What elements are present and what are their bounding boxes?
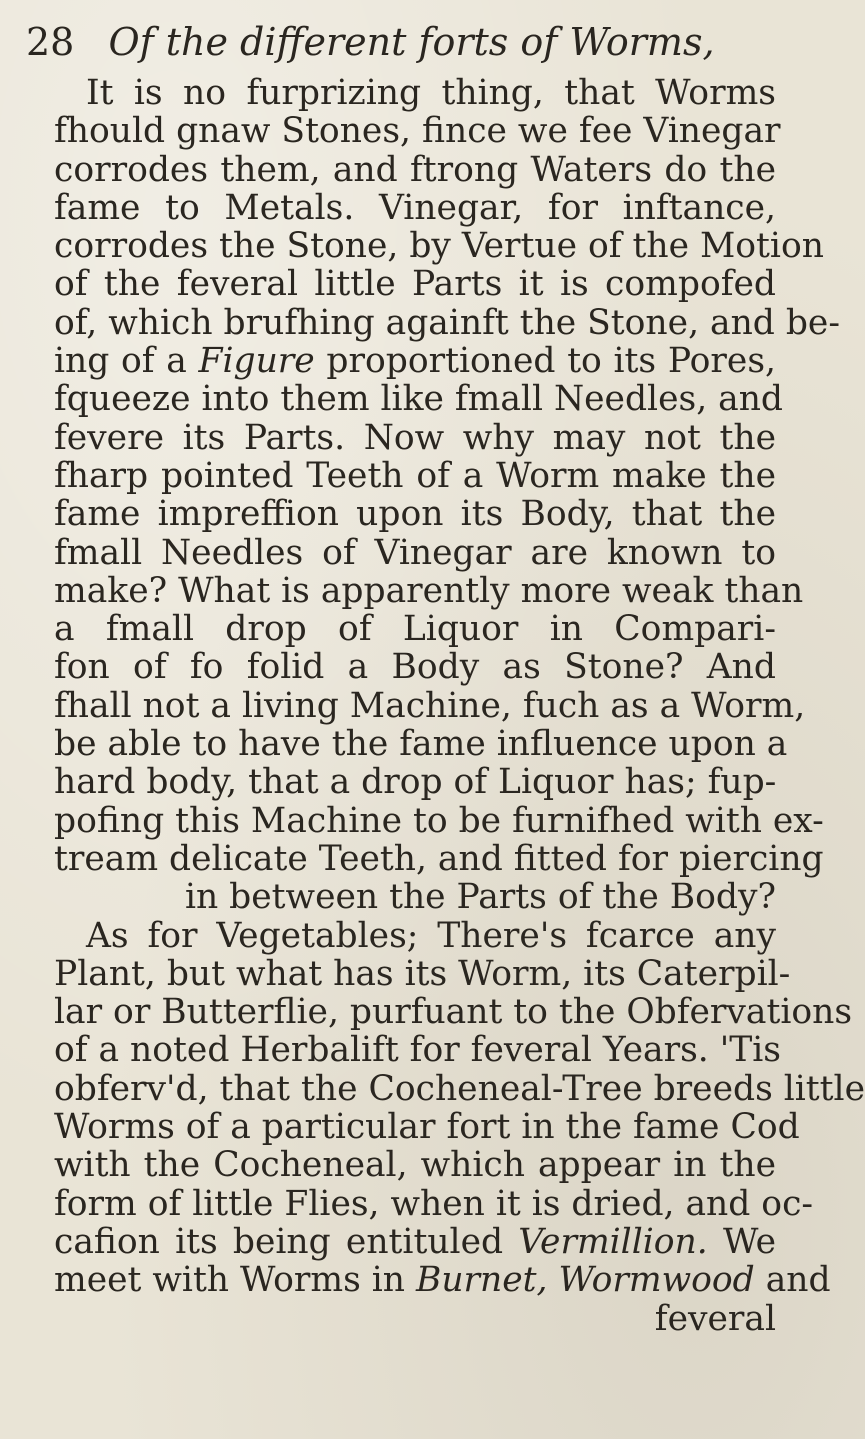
text-line: cafion its being entituled Vermillion. We [54,1221,777,1262]
text-line: fame to Metals. Vinegar, for inftance, [54,187,776,228]
text-line: fqueeze into them like fmall Needles, and [54,379,784,420]
running-head: Of the different forts of Worms, [108,20,715,64]
text-line: Plant, but what has its Worm, its Caterpil- [54,953,791,994]
text-line: tream delicate Teeth, and fitted for piercing [54,838,824,879]
text-line: fon of fo folid a Body as Stone? And [54,647,776,688]
text-line: As for Vegetables; There's fcarce any [86,915,776,956]
text-line: with the Cocheneal, which appear in the [54,1145,776,1186]
text-line: be able to have the fame influence upon a [54,724,788,765]
body-text [54,73,865,1339]
text-line: hard body, that a drop of Liquor has; fup- [54,762,777,803]
text-line: lar or Butterflie, purfuant to the Obfervations [54,992,853,1033]
text-line: feveral [654,1298,776,1339]
text-line: fame impreffion upon its Body, that the [54,494,776,535]
text-line: Worms of a particular fort in the fame Cod [54,1107,800,1148]
text-line: of the feveral little Parts it is compofed [54,264,776,305]
text-line: obferv'd, that the Cocheneal-Tree breeds little [54,1068,865,1109]
page-number: 28 [26,20,75,64]
text-line: in between the Parts of the Body? [184,877,776,918]
text-line: corrodes the Stone, by Vertue of the Motion [54,226,824,267]
text-line: fharp pointed Teeth of a Worm make the [54,455,776,496]
text-line: form of little Flies, when it is dried, and oc- [54,1183,814,1224]
text-line: fhould gnaw Stones, fince we fee Vinegar [54,111,781,152]
text-line: fmall Needles of Vinegar are known to [54,532,776,573]
text-line: meet with Worms in Burnet, Wormwood and [54,1260,831,1301]
text-line: of, which brufhing againft the Stone, and be- [54,302,841,343]
text-line: ing of a Figure proportioned to its Pores, [54,341,776,382]
text-line: a fmall drop of Liquor in Compari- [54,609,776,650]
text-line: of a noted Herbalift for feveral Years. 'Tis [54,1030,781,1071]
text-line: fhall not a living Machine, fuch as a Worm, [54,685,806,726]
text-line: corrodes them, and ftrong Waters do the [54,149,776,190]
text-line: pofing this Machine to be furnifhed with ex- [54,800,824,841]
text-line: make? What is apparently more weak than [54,570,804,611]
text-line: It is no furprizing thing, that Worms [86,73,776,113]
page-header [26,18,715,66]
text-line: fevere its Parts. Now why may not the [54,417,776,458]
